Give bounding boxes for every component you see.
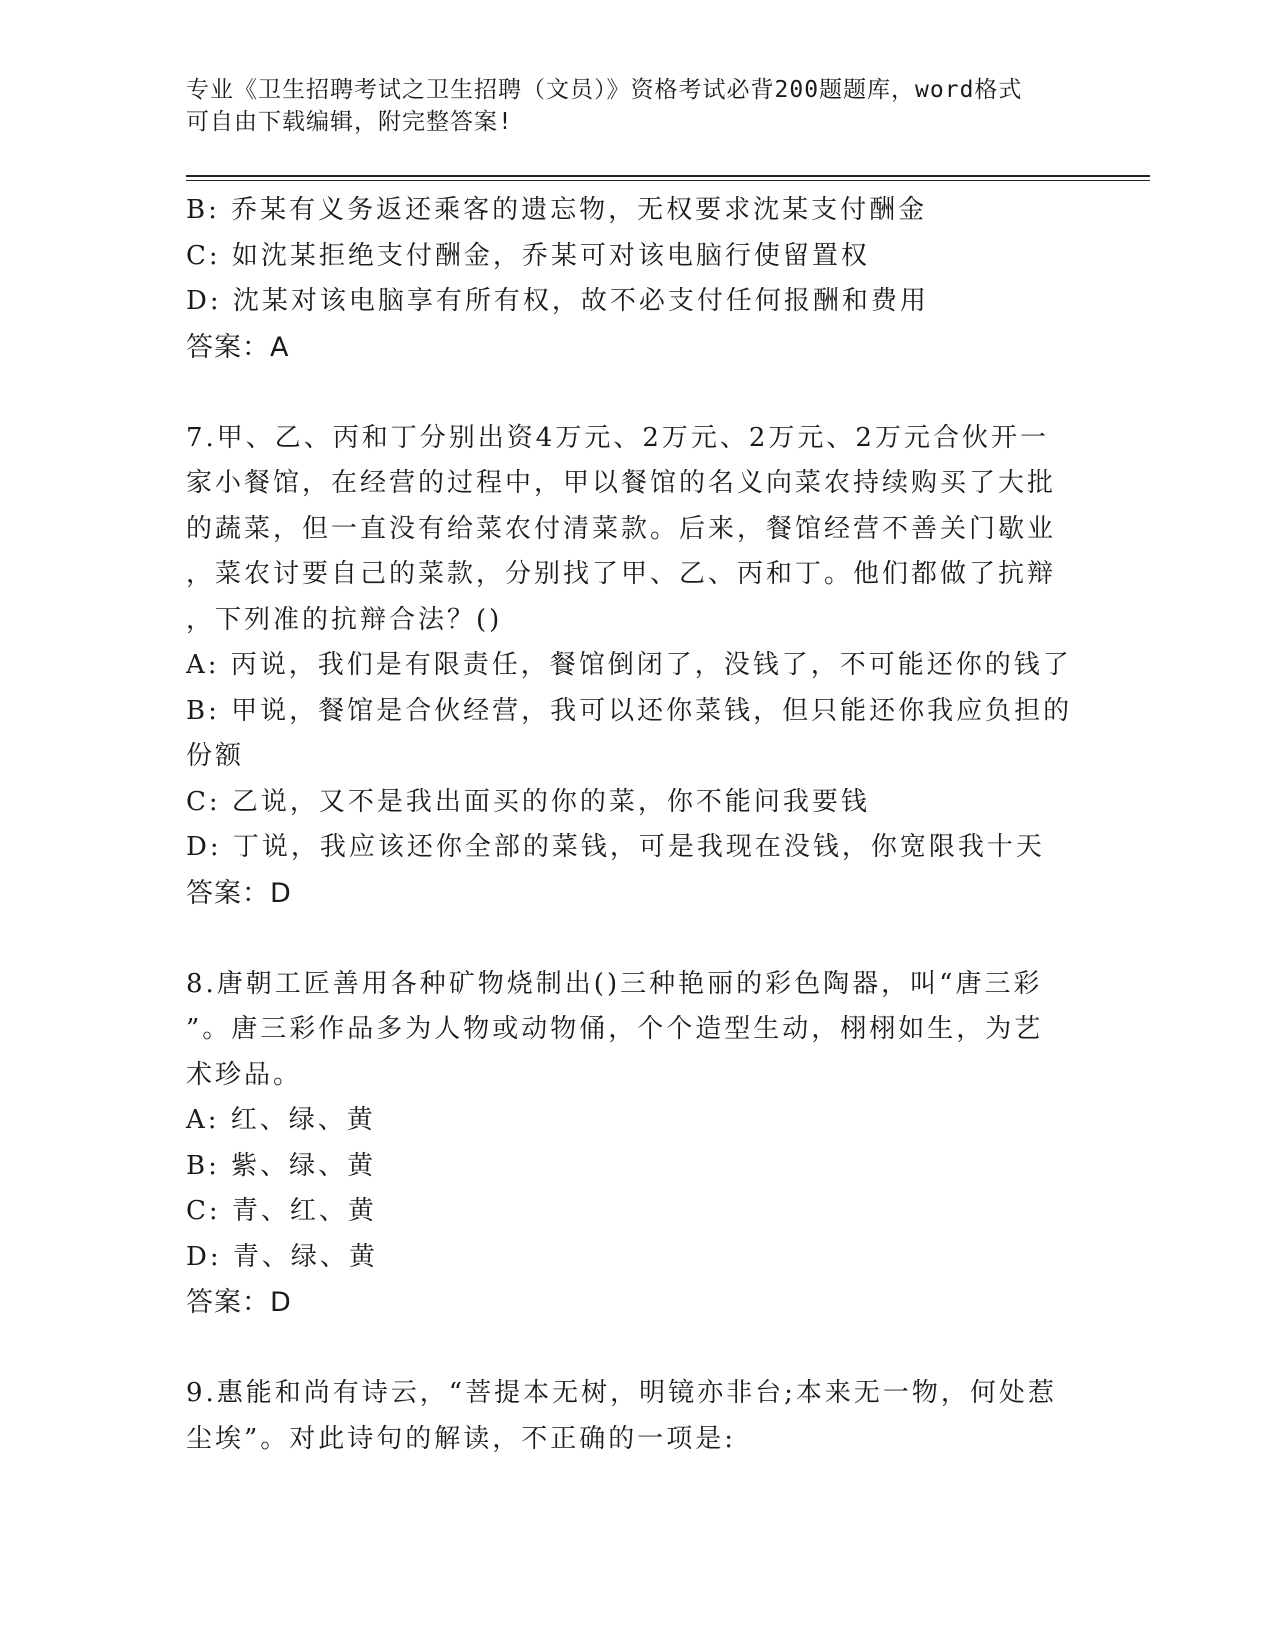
header-rule-thin bbox=[186, 180, 1150, 181]
option-d: D: 青、绿、黄 bbox=[186, 1241, 378, 1272]
question-stem-line: 的蔬菜，但一直没有给菜农付清菜款。后来，餐馆经营不善关门歇业 bbox=[186, 513, 1057, 544]
answer: 答案：D bbox=[186, 877, 292, 909]
question-stem-line: 8.唐朝工匠善用各种矿物烧制出()三种艳丽的彩色陶器，叫“唐三彩 bbox=[186, 968, 1043, 999]
option-c: C: 如沈某拒绝支付酬金，乔某可对该电脑行使留置权 bbox=[186, 240, 870, 271]
question-stem-line: 尘埃”。对此诗句的解读，不正确的一项是: bbox=[186, 1423, 737, 1454]
question-stem-line: 9.惠能和尚有诗云，“菩提本无树，明镜亦非台;本来无一物，何处惹 bbox=[186, 1378, 1057, 1408]
option-d: D: 沈某对该电脑享有所有权，故不必支付任何报酬和费用 bbox=[186, 286, 929, 316]
option-b-continued: 份额 bbox=[186, 741, 245, 771]
answer: 答案：D bbox=[186, 1287, 292, 1318]
document-header bbox=[186, 74, 1066, 138]
spacer bbox=[186, 1326, 1086, 1372]
header-rule-thick bbox=[186, 175, 1150, 177]
document-body bbox=[186, 188, 1086, 1462]
question-stem-line: ，菜农讨要自己的菜款，分别找了甲、乙、丙和丁。他们都做了抗辩 bbox=[186, 559, 1057, 589]
option-b: B: 乔某有义务返还乘客的遗忘物，无权要求沈某支付酬金 bbox=[186, 195, 928, 225]
question-8 bbox=[186, 962, 1086, 1326]
option-b: B: 甲说，餐馆是合伙经营，我可以还你菜钱，但只能还你我应负担的 bbox=[186, 695, 1073, 726]
question-9 bbox=[186, 1371, 1086, 1462]
option-a: A: 丙说，我们是有限责任，餐馆倒闭了，没钱了，不可能还你的钱了 bbox=[186, 650, 1072, 680]
question-stem-line: ”。唐三彩作品多为人物或动物俑，个个造型生动，栩栩如生，为艺 bbox=[186, 1014, 1044, 1044]
header-line-2: 可自由下载编辑，附完整答案! bbox=[186, 109, 513, 135]
question-stem-line: ，下列准的抗辩合法？() bbox=[186, 604, 503, 635]
spacer bbox=[186, 370, 1086, 416]
question-stem-line: 术珍品。 bbox=[186, 1059, 303, 1090]
option-d: D: 丁说，我应该还你全部的菜钱，可是我现在没钱，你宽限我十天 bbox=[186, 832, 1045, 862]
answer: 答案：A bbox=[186, 331, 290, 363]
question-stem-line: 家小餐馆，在经营的过程中，甲以餐馆的名义向菜农持续购买了大批 bbox=[186, 468, 1057, 498]
option-a: A: 红、绿、黄 bbox=[186, 1105, 376, 1135]
spacer bbox=[186, 916, 1086, 962]
question-6 bbox=[186, 188, 1086, 370]
header-line-1: 专业《卫生招聘考试之卫生招聘（文员）》资格考试必背200题题库，word格式 bbox=[186, 77, 1023, 103]
question-7 bbox=[186, 416, 1086, 917]
option-b: B: 紫、绿、黄 bbox=[186, 1150, 377, 1181]
question-stem-line: 7.甲、乙、丙和丁分别出资4万元、2万元、2万元、2万元合伙开一 bbox=[186, 422, 1049, 453]
option-c: C: 乙说，又不是我出面买的你的菜，你不能问我要钱 bbox=[186, 786, 870, 817]
option-c: C: 青、红、黄 bbox=[186, 1196, 377, 1226]
